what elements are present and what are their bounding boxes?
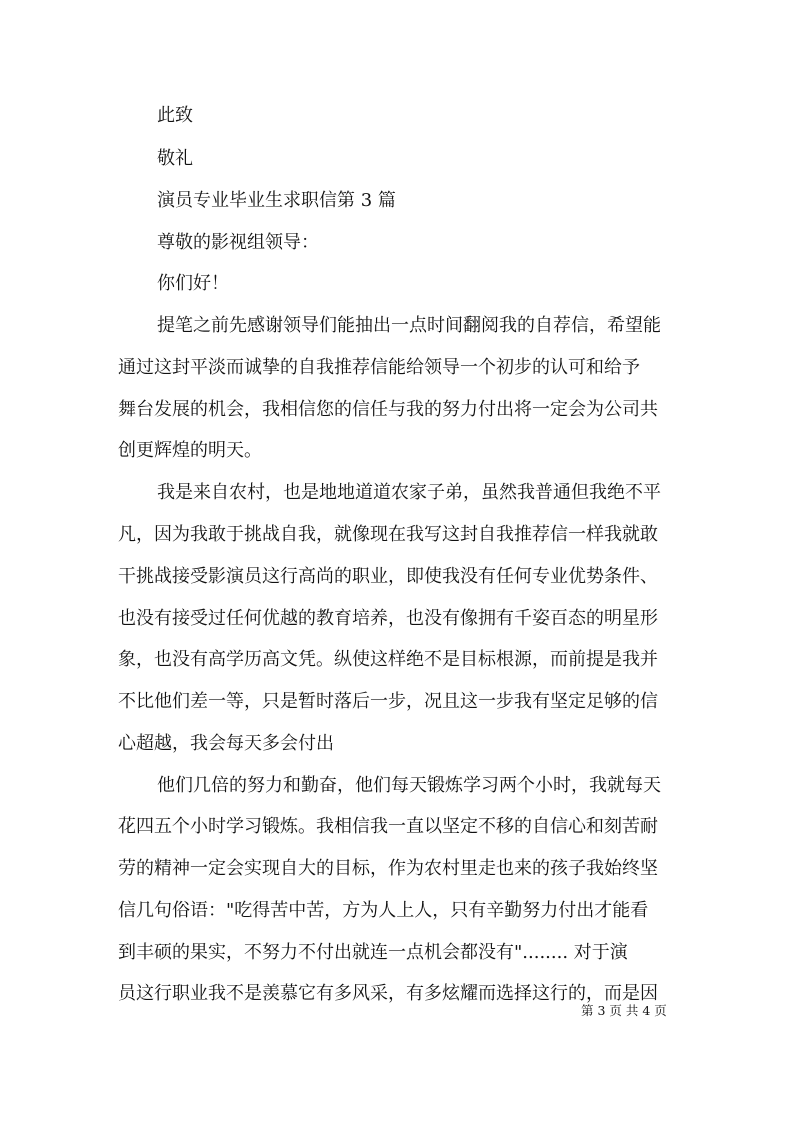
paragraph-2-line: 象，也没有高学历高文凭。纵使这样绝不是目标根源，而前提是我并 bbox=[118, 649, 658, 670]
paragraph-3-line: 到丰硕的果实，不努力不付出就连一点机会都没有"........ 对于演 bbox=[118, 942, 628, 963]
closing-line-2: 敬礼 bbox=[157, 148, 193, 169]
paragraph-3-line: 他们几倍的努力和勤奋，他们每天锻炼学习两个小时，我就每天 bbox=[157, 775, 661, 796]
paragraph-2-line: 干挑战接受影演员这行高尚的职业，即使我没有任何专业优势条件、 bbox=[118, 566, 658, 587]
paragraph-1-line: 舞台发展的机会，我相信您的信任与我的努力付出将一定会为公司共 bbox=[118, 399, 658, 420]
paragraph-1-line: 提笔之前先感谢领导们能抽出一点时间翻阅我的自荐信，希望能 bbox=[157, 315, 661, 336]
paragraph-3-line: 劳的精神一定会实现自大的目标，作为农村里走也来的孩子我始终坚 bbox=[118, 858, 658, 879]
paragraph-2-line: 心超越，我会每天多会付出 bbox=[118, 733, 334, 754]
paragraph-3-line: 员这行职业我不是羡慕它有多风采，有多炫耀而选择这行的，而是因 bbox=[118, 983, 658, 1004]
paragraph-3-line: 信几句俗语："吃得苦中苦，方为人上人，只有辛勤努力付出才能看 bbox=[118, 900, 649, 921]
paragraph-2-line: 不比他们差一等，只是暂时落后一步，况且这一步我有坚定足够的信 bbox=[118, 691, 658, 712]
page-number-footer: 第 3 页 共 4 页 bbox=[581, 1003, 667, 1018]
paragraph-1-line: 通过这封平淡而诚挚的自我推荐信能给领导一个初步的认可和给予 bbox=[118, 357, 640, 378]
closing-line-1: 此致 bbox=[157, 105, 193, 126]
greeting: 你们好！ bbox=[157, 273, 229, 294]
paragraph-1-line: 创更辉煌的明天。 bbox=[118, 440, 262, 461]
salutation: 尊敬的影视组领导： bbox=[157, 232, 319, 253]
paragraph-2-line: 凡，因为我敢于挑战自我，就像现在我写这封自我推荐信一样我就敢 bbox=[118, 524, 658, 545]
paragraph-2-line: 也没有接受过任何优越的教育培养，也没有像拥有千姿百态的明星形 bbox=[118, 608, 658, 629]
paragraph-3-line: 花四五个小时学习锻炼。我相信我一直以坚定不移的自信心和刻苦耐 bbox=[118, 816, 658, 837]
letter-title: 演员专业毕业生求职信第 3 篇 bbox=[157, 190, 396, 211]
paragraph-2-line: 我是来自农村，也是地地道道农家子弟，虽然我普通但我绝不平 bbox=[157, 482, 661, 503]
